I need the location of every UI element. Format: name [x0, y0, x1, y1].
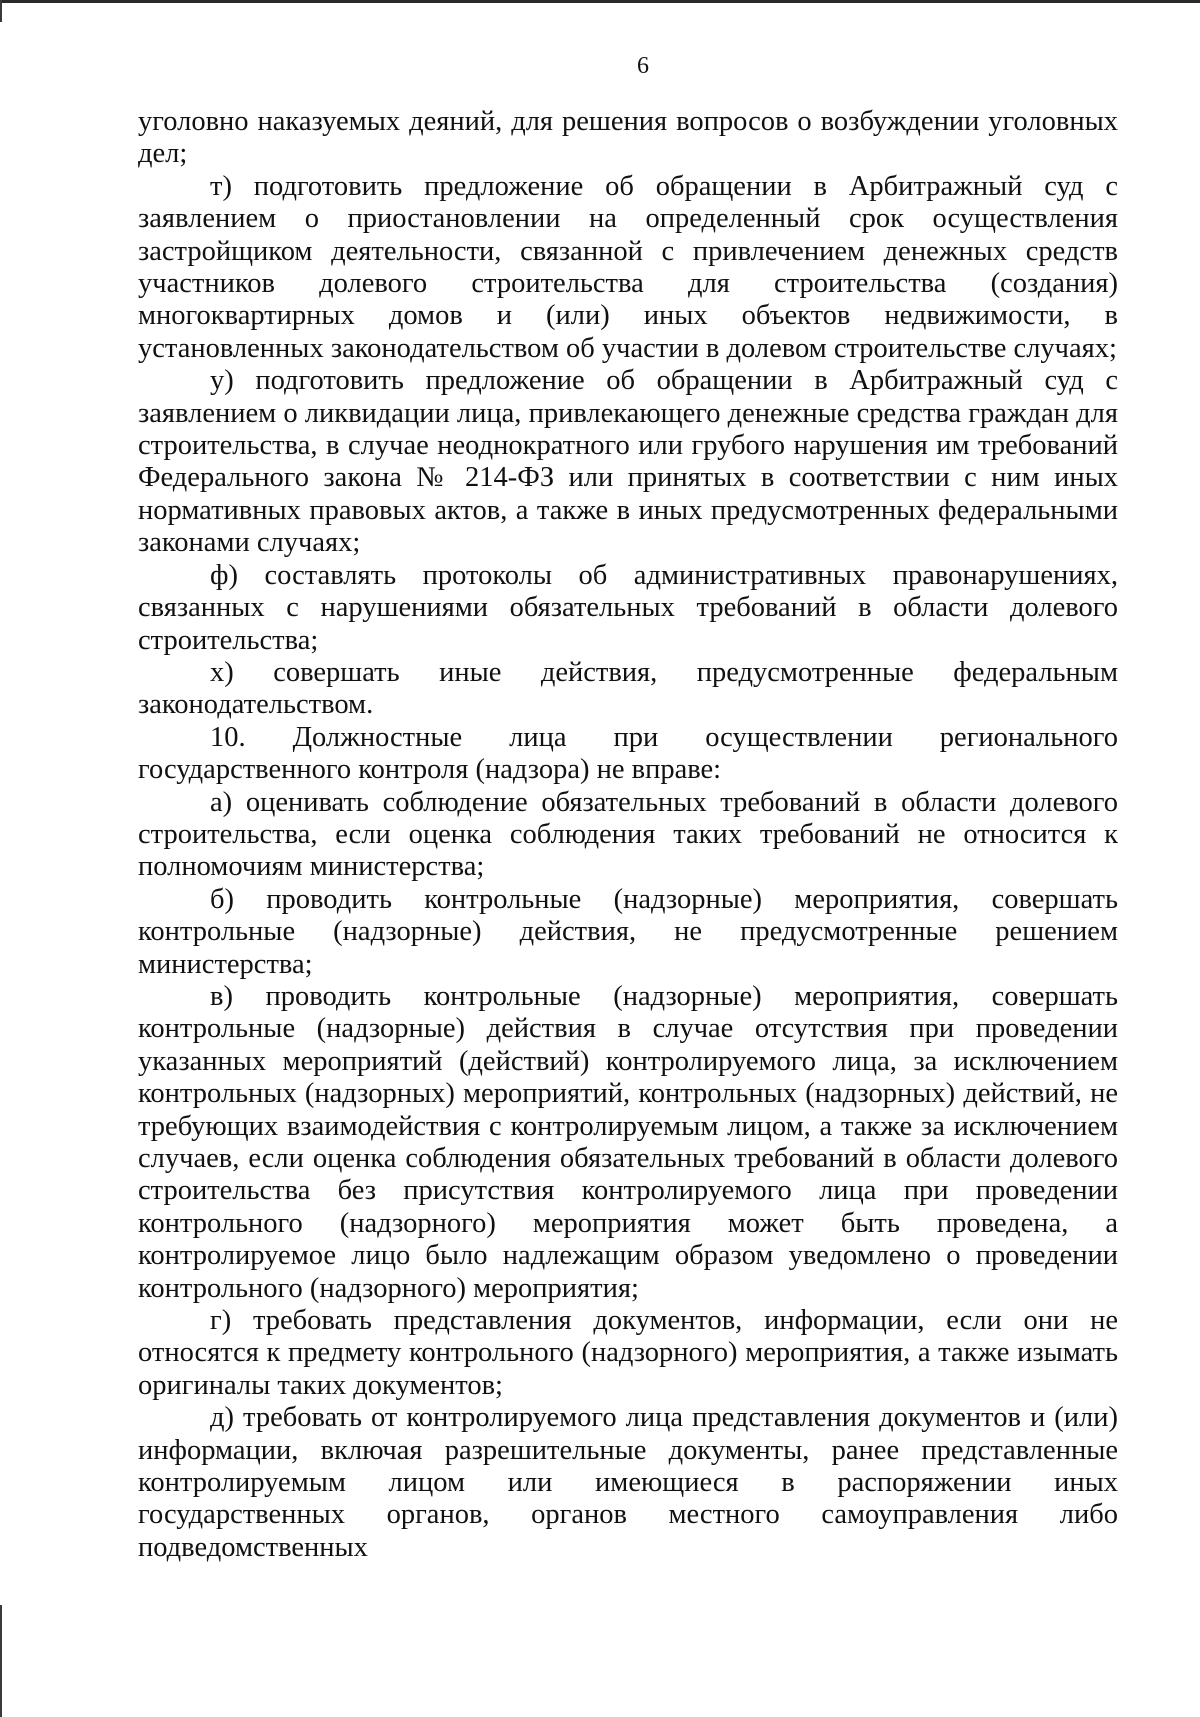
- scan-edge-left: [0, 0, 2, 22]
- paragraph-item-g: г) требовать представления документов, информации, если они не относятся к предмету контрольного (надзорного) мероприятия, а также изымать оригиналы таких документов;: [138, 1305, 1118, 1401]
- paragraph-item-f: ф) составлять протоколы об административных правонарушениях, связанных с нарушениями обязательных требований в области долевого строительства;: [138, 559, 1118, 656]
- paragraph-item-b: б) проводить контрольные (надзорные) мероприятия, совершать контрольные (надзорные) действия, не предусмотренные решением министерства;: [138, 883, 1118, 980]
- paragraph-item-t: т) подготовить предложение об обращении в Арбитражный суд с заявлением о приостановлении на определенный срок осуществления застройщиком деятельности, связанной с привлечением денежных средств участников долевого строительства для строительства (создания) многоквартирных домов и (или) иных объектов недвижимости, в установленных законодательством об участии в долевом строительстве случаях;: [138, 170, 1118, 364]
- paragraph-section-10: 10. Должностные лица при осуществлении регионального государственного контроля (надзора) не вправе:: [138, 721, 1118, 786]
- paragraph-item-a: а) оценивать соблюдение обязательных требований в области долевого строительства, если оценка соблюдения таких требований не относится к полномочиям министерства;: [138, 786, 1118, 883]
- document-page: [138, 50, 1118, 1564]
- paragraph-item-d: д) требовать от контролируемого лица представления документов и (или) информации, включая разрешительные документы, ранее представленные контролируемым лицом или имеющиеся в распоряжении иных государственных органов, органов местного самоуправления либо подведомственных: [138, 1402, 1118, 1563]
- scan-edge-left-bottom: [0, 1605, 2, 1717]
- page-number: 6: [637, 53, 649, 79]
- paragraph-item-v: в) проводить контрольные (надзорные) мероприятия, совершать контрольные (надзорные) действия в случае отсутствия при проведении указанных мероприятий (действий) контролируемого лица, за исключением контрольных (надзорных) мероприятий, контрольных (надзорных) действий, не требующих взаимодействия с контролируемым лицом, а также за исключением случаев, если оценка соблюдения обязательных требований в области долевого строительства без присутствия контролируемого лица при проведении контрольного (надзорного) мероприятия может быть проведена, а контролируемое лицо было надлежащим образом уведомлено о проведении контрольного (надзорного) мероприятия;: [138, 980, 1118, 1304]
- scan-edge-top: [0, 0, 1200, 3]
- paragraph-item-kh: х) совершать иные действия, предусмотренные федеральным законодательством.: [138, 656, 1118, 721]
- paragraph-item-u: у) подготовить предложение об обращении в Арбитражный суд с заявлением о ликвидации лица, привлекающего денежные средства граждан для строительства, в случае неоднократного или грубого нарушения им требований Федерального закона № 214-ФЗ или принятых в соответствии с ним иных нормативных правовых актов, а также в иных предусмотренных федеральными законами случаях;: [138, 365, 1118, 559]
- paragraph-continuation: уголовно наказуемых деяний, для решения вопросов о возбуждении уголовных дел;: [138, 106, 1118, 170]
